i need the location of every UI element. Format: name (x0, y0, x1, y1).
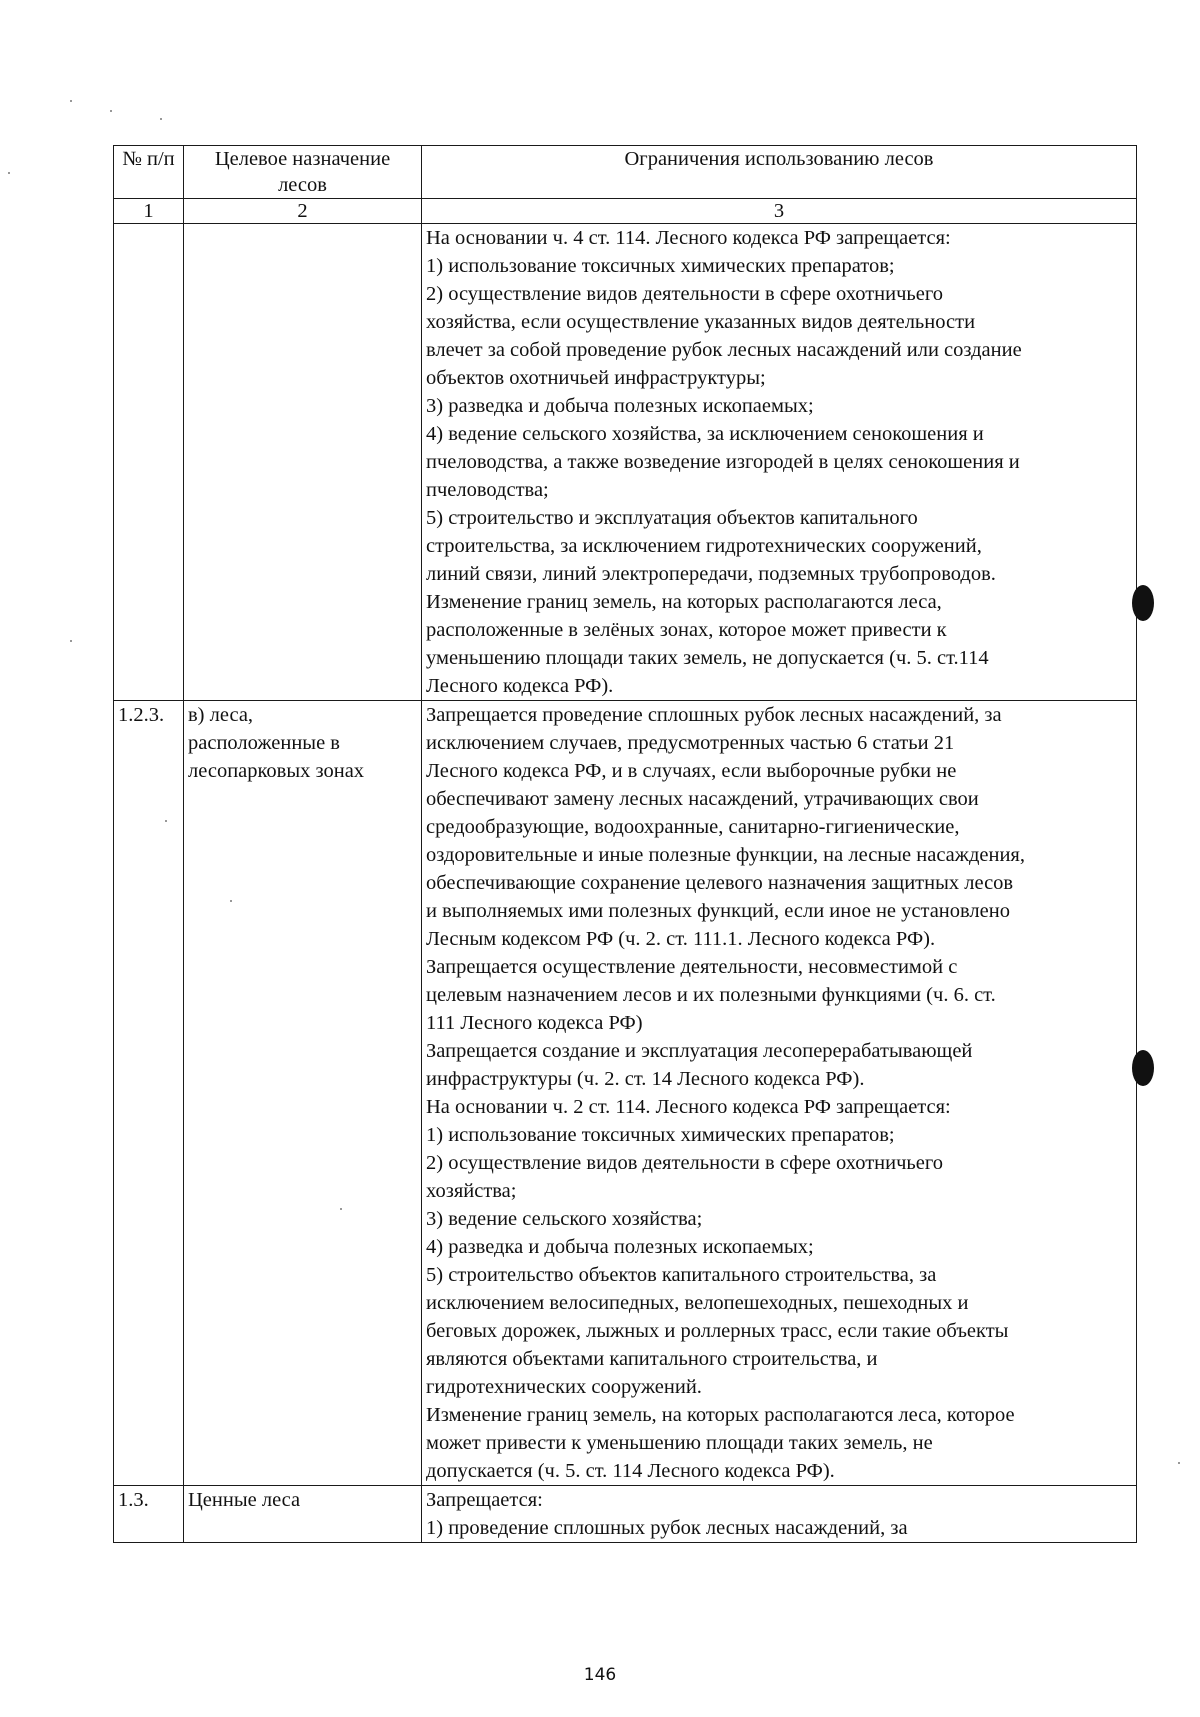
restriction-line: Лесного кодекса РФ, и в случаях, если выборочные рубки не (426, 760, 957, 782)
row-purpose (184, 701, 422, 1486)
scan-hole-mark (1132, 1050, 1154, 1086)
row-restrictions (422, 224, 1137, 701)
restriction-line: линий связи, линий электропередачи, подземных трубопроводов. (426, 563, 996, 585)
restriction-line: 5) строительство и эксплуатация объектов капитального (426, 507, 918, 529)
restriction-line: беговых дорожек, лыжных и роллерных трасс, если такие объекты (426, 1320, 1009, 1342)
restriction-line: Изменение границ земель, на которых располагаются леса, (426, 591, 942, 613)
restriction-line: 1) проведение сплошных рубок лесных насаждений, за (426, 1517, 908, 1539)
purpose-line: расположенные в (188, 732, 340, 754)
scan-speck (230, 900, 232, 902)
column-number-2: 2 (184, 199, 422, 224)
restriction-line: может привести к уменьшению площади таких земель, не (426, 1432, 933, 1454)
restriction-line: влечет за собой проведение рубок лесных насаждений или создание (426, 339, 1022, 361)
header-number: № п/п (114, 146, 184, 199)
restriction-line: 1) использование токсичных химических препаратов; (426, 255, 895, 277)
restriction-line: расположенные в зелёных зонах, которое может привести к (426, 619, 947, 641)
restriction-line: допускается (ч. 5. ст. 114 Лесного кодекса РФ). (426, 1460, 835, 1482)
restriction-line: оздоровительные и иные полезные функции, на лесные насаждения, (426, 844, 1025, 866)
restriction-line: Запрещается создание и эксплуатация лесоперерабатывающей (426, 1040, 973, 1062)
purpose-line: в) леса, (188, 704, 254, 726)
table-row (114, 1486, 1137, 1543)
restriction-line: строительства, за исключением гидротехнических сооружений, (426, 535, 982, 557)
restriction-line: исключением велосипедных, велопешеходных, пешеходных и (426, 1292, 969, 1314)
header-purpose: Целевое назначение лесов (184, 146, 422, 199)
scan-speck (110, 110, 112, 112)
restriction-line: 4) ведение сельского хозяйства, за исключением сенокошения и (426, 423, 984, 445)
scan-hole-mark (1132, 585, 1154, 621)
header-restrictions: Ограничения использованию лесов (422, 146, 1137, 199)
row-number: 1.2.3. (114, 701, 184, 1486)
restriction-line: объектов охотничьей инфраструктуры; (426, 367, 766, 389)
row-restrictions (422, 701, 1137, 1486)
restriction-line: Изменение границ земель, на которых располагаются леса, которое (426, 1404, 1015, 1426)
table-row (114, 701, 1137, 1486)
row-purpose (184, 224, 422, 701)
purpose-line: Ценные леса (188, 1489, 301, 1511)
restriction-line: и выполняемых ими полезных функций, если иное не установлено (426, 900, 1010, 922)
restriction-line: 1) использование токсичных химических препаратов; (426, 1124, 895, 1146)
restriction-line: 3) разведка и добыча полезных ископаемых; (426, 395, 814, 417)
forest-restrictions-table (113, 145, 1137, 1543)
restriction-line: 111 Лесного кодекса РФ) (426, 1012, 643, 1034)
header-row (114, 146, 1137, 199)
restriction-line: пчеловодства, а также возведение изгородей в целях сенокошения и (426, 451, 1020, 473)
restriction-line: являются объектами капитального строительства, и (426, 1348, 878, 1370)
restriction-line: хозяйства, если осуществление указанных видов деятельности (426, 311, 976, 333)
restriction-line: гидротехнических сооружений. (426, 1376, 702, 1398)
restriction-line: Лесным кодексом РФ (ч. 2. ст. 111.1. Лесного кодекса РФ). (426, 928, 936, 950)
restriction-line: 5) строительство объектов капитального строительства, за (426, 1264, 937, 1286)
table-row (114, 224, 1137, 701)
restriction-line: исключением случаев, предусмотренных частью 6 статьи 21 (426, 732, 955, 754)
row-purpose (184, 1486, 422, 1543)
scan-speck (1178, 1462, 1180, 1464)
page-number: 146 (583, 1665, 617, 1685)
scan-speck (165, 820, 167, 822)
restriction-line: Запрещается осуществление деятельности, несовместимой с (426, 956, 958, 978)
restriction-line: средообразующие, водоохранные, санитарно-гигиенические, (426, 816, 960, 838)
restriction-line: обеспечивают замену лесных насаждений, утрачивающих свои (426, 788, 979, 810)
restriction-line: хозяйства; (426, 1180, 517, 1202)
restriction-line: 3) ведение сельского хозяйства; (426, 1208, 703, 1230)
restriction-line: Лесного кодекса РФ). (426, 675, 614, 697)
restriction-line: Запрещается проведение сплошных рубок лесных насаждений, за (426, 704, 1002, 726)
restriction-line: 2) осуществление видов деятельности в сфере охотничьего (426, 1152, 944, 1174)
restriction-line: Запрещается: (426, 1489, 543, 1511)
restriction-line: инфраструктуры (ч. 2. ст. 14 Лесного кодекса РФ). (426, 1068, 865, 1090)
restriction-line: 2) осуществление видов деятельности в сфере охотничьего (426, 283, 944, 305)
restriction-line: целевым назначением лесов и их полезными функциями (ч. 6. ст. (426, 984, 996, 1006)
scan-speck (340, 1208, 342, 1210)
column-number-row (114, 199, 1137, 224)
scan-speck (70, 100, 72, 102)
restriction-line: На основании ч. 4 ст. 114. Лесного кодекса РФ запрещается: (426, 227, 951, 249)
row-restrictions (422, 1486, 1137, 1543)
restriction-line: На основании ч. 2 ст. 114. Лесного кодекса РФ запрещается: (426, 1096, 951, 1118)
column-number-1: 1 (114, 199, 184, 224)
column-number-3: 3 (422, 199, 1137, 224)
restriction-line: 4) разведка и добыча полезных ископаемых; (426, 1236, 814, 1258)
restriction-line: уменьшению площади таких земель, не допускается (ч. 5. ст.114 (426, 647, 989, 669)
scan-speck (160, 118, 162, 120)
row-number (114, 224, 184, 701)
scan-speck (8, 172, 10, 174)
restriction-line: обеспечивающие сохранение целевого назначения защитных лесов (426, 872, 1014, 894)
scan-speck (70, 640, 72, 642)
restriction-line: пчеловодства; (426, 479, 549, 501)
purpose-line: лесопарковых зонах (188, 760, 365, 782)
row-number: 1.3. (114, 1486, 184, 1543)
